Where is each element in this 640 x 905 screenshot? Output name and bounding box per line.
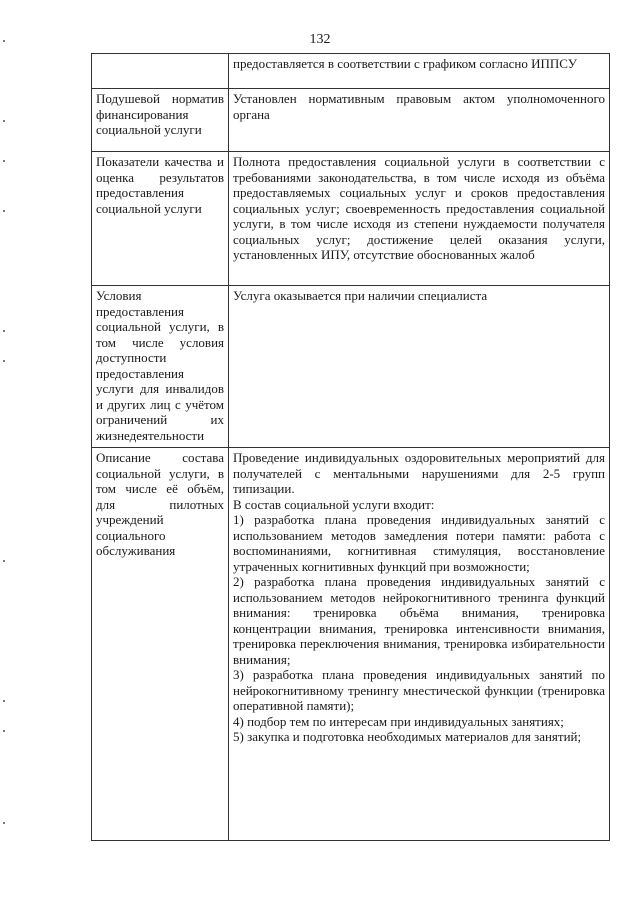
- list-item: 3) разработка плана проведения индивидуальных занятий по нейрокогнитивному тренингу мнестической функции (тренировка оперативной памяти);: [233, 667, 605, 713]
- row-content: [229, 89, 610, 152]
- list-item: 5) закупка и подготовка необходимых материалов для занятий;: [233, 729, 582, 744]
- content-paragraph: Услуга оказывается при наличии специалиста: [233, 288, 488, 303]
- row-content: [229, 54, 610, 89]
- table-row-continuation: [92, 54, 610, 89]
- content-paragraph: предоставляется в соответствии с графиком согласно ИППСУ: [233, 56, 577, 71]
- row-label: [92, 54, 229, 89]
- row-content: [229, 152, 610, 286]
- page-number: 132: [309, 32, 331, 47]
- table-row-funding-norm: [92, 89, 610, 152]
- row-label: Условия предоставления социальной услуги, в том числе условия доступности предоставления услуги для инвалидов и других лиц с учётом ограничений их жизнедеятельности: [92, 286, 229, 448]
- content-paragraph: Полнота предоставления социальной услуги в соответствии с требованиями законодательства, в том числе исходя из объёма предоставляемых социальных услуг и сроков предоставления социальных услуг; своевременность предоставления социальной услуги, в том числе исходя из степени нуждаемости получателя социальных услуг; достижение целей оказания услуги, установленных ИПУ, отсутствие обоснованных жалоб: [233, 154, 605, 262]
- table-row-quality-indicators: [92, 152, 610, 286]
- row-label: Показатели качества и оценка результатов предоставления социальной услуги: [92, 152, 229, 286]
- content-paragraph: В состав социальной услуги входит:: [233, 496, 435, 512]
- table-row-conditions: [92, 286, 610, 448]
- service-table: [91, 53, 610, 841]
- table-row-service-description: [92, 448, 610, 841]
- list-item: 1) разработка плана проведения индивидуальных занятий с использованием методов замедления потери памяти: работа с воспоминаниями, когнитивная стимуляция, восстановление утраченных когнитивных функций при возможности;: [233, 512, 605, 574]
- row-content: [229, 286, 610, 448]
- row-label: Подушевой норматив финансирования социальной услуги: [92, 89, 229, 152]
- list-item: 2) разработка плана проведения индивидуальных занятий с использованием методов нейрокогнитивного тренинга функций внимания: тренировка объёма внимания, тренировка концентрации внимания, тренировка интенсивности внимания, тренировка переключения внимания, тренировка избирательности внимания;: [233, 574, 605, 667]
- binding-marks: [3, 0, 7, 905]
- content-paragraph: Проведение индивидуальных оздоровительных мероприятий для получателей с ментальными нарушениями для 2-5 групп типизации.: [233, 450, 605, 496]
- list-item: 4) подбор тем по интересам при индивидуальных занятиях;: [233, 713, 564, 729]
- row-content: [229, 448, 610, 841]
- content-paragraph: Установлен нормативным правовым актом уполномоченного органа: [233, 91, 605, 122]
- row-label: Описание состава социальной услуги, в том числе её объём, для пилотных учреждений социального обслуживания: [92, 448, 229, 841]
